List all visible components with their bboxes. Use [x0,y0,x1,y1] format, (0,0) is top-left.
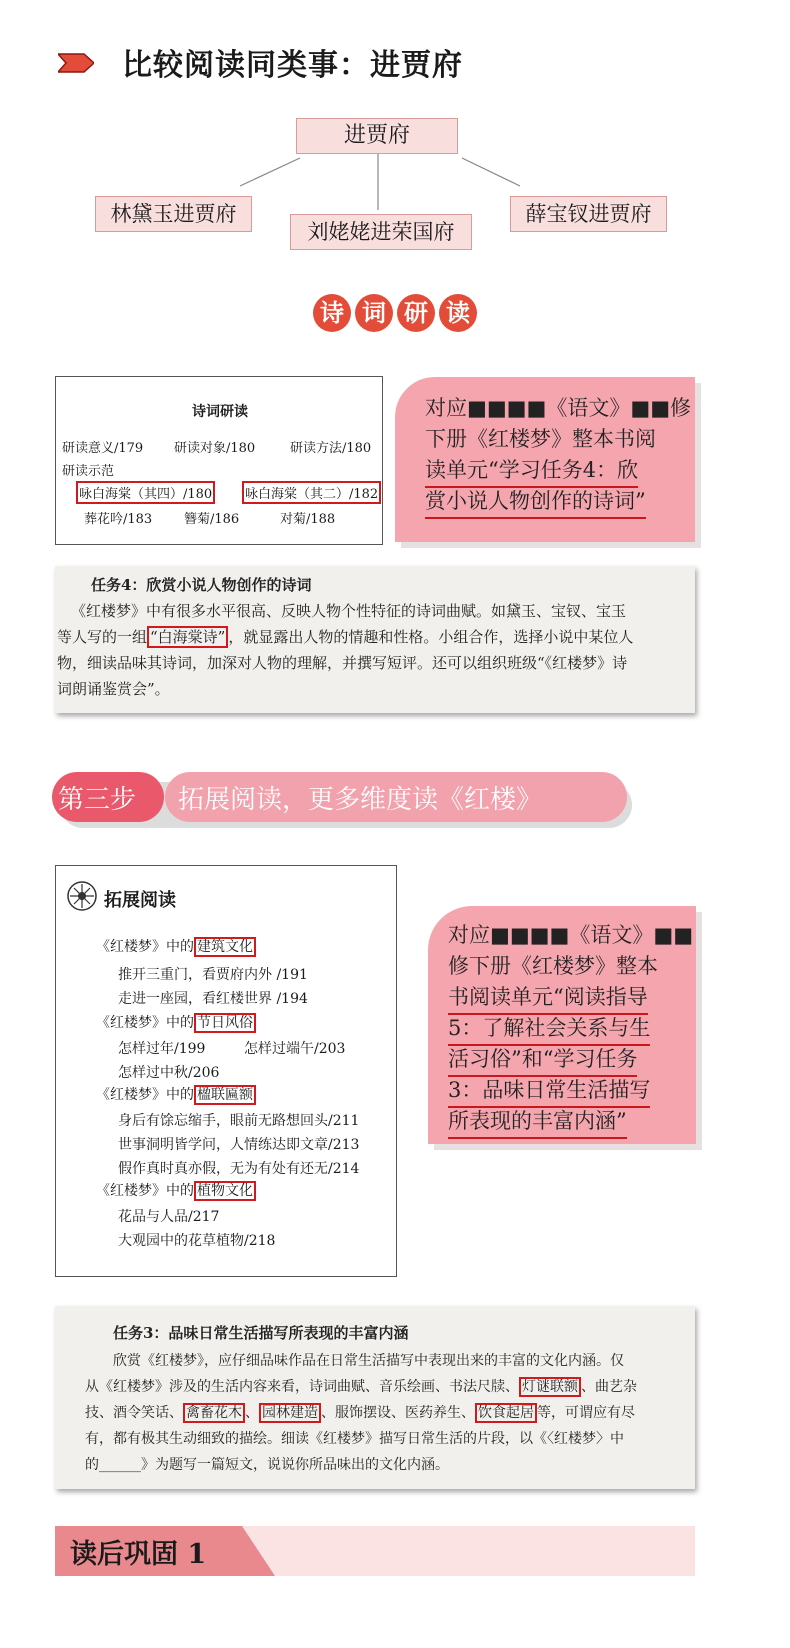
index-entry: 世事洞明皆学问，人情练达即文章/213 [118,1137,360,1153]
group-topic-highlighted: 建筑文化 [194,937,256,957]
group-topic-highlighted: 节日风俗 [194,1013,256,1033]
scan-heading: 任务3：品味日常生活描写所表现的丰富内涵 [113,1324,409,1342]
callout-textbook-note [395,377,695,542]
index-entry: 研读对象/180 [174,441,256,456]
textbook-scan-task3 [55,1306,695,1489]
scan-highlight: 园林建造 [259,1403,321,1423]
scan-text: 技、酒令笑话、 [85,1405,183,1421]
book-index-extended-reading [55,865,397,1277]
callout-line: 5：了解社会关系与生 [448,1013,650,1046]
index-entry: 大观园中的花草植物/218 [118,1233,276,1249]
group-prefix: 《红楼梦》中的 [96,1183,194,1199]
scan-highlight: 灯谜联额 [519,1377,581,1397]
scan-text: 、服饰摆设、医药养生、 [321,1405,475,1421]
scan-line: 欣赏《红楼梦》，应仔细品味作品在日常生活描写中表现出来的丰富的文化内涵。仅 [113,1353,624,1369]
index-entry: 身后有馀忘缩手，眼前无路想回头/211 [118,1113,360,1129]
scan-heading: 任务4：欣赏小说人物创作的诗词 [91,576,312,594]
callout-line: 3：品味日常生活描写 [448,1075,650,1108]
group-topic-highlighted: 植物文化 [194,1181,256,1201]
index-title: 拓展阅读 [104,890,176,911]
group-prefix: 《红楼梦》中的 [96,1087,194,1103]
scan-highlight: “白海棠诗” [147,626,228,648]
group-prefix: 《红楼梦》中的 [96,1015,194,1031]
callout-line: 赏小说人物创作的诗词” [425,486,646,519]
index-entry: 假作真时真亦假，无为有处有还无/214 [118,1161,360,1177]
index-entry: 推开三重门，看贾府内外 /191 [118,967,308,983]
scan-line: 有，都有极其生动细致的描绘。细读《红楼梦》描写日常生活的片段，以《〈红楼梦〉中 [85,1431,624,1447]
step-title: 拓展阅读，更多维度读《红楼》 [178,785,543,815]
section-title: 比较阅读同类事：进贾府 [122,48,463,83]
scan-line: 《红楼梦》中有很多水平很高、反映人物个性特征的诗词曲赋。如黛玉、宝钗、宝玉 [71,602,627,620]
index-title: 诗词研读 [192,404,248,420]
badge-char: 研 [397,294,435,332]
poetry-study-badges [313,294,477,334]
index-entry: 簪菊/186 [184,512,240,527]
index-group-heading [96,1084,256,1104]
scan-text: 、曲艺杂 [581,1379,637,1395]
index-entry-highlighted: 咏白海棠（其二）/182 [242,481,381,504]
callout-line: 书阅读单元“阅读指导 [448,982,648,1015]
scan-highlight: 饮食起居 [475,1403,537,1423]
callout-line: 下册《红楼梦》整本书阅 [425,427,656,451]
badge-char: 诗 [313,294,351,332]
scan-line: 物，细读品味其诗词，加深对人物的理解，并撰写短评。还可以组织班级“《红楼梦》诗 [57,654,628,672]
scan-text: ，就显露出人物的情趣和性格。小组合作，选择小说中某位人 [228,628,634,646]
scan-line [85,1374,637,1401]
callout-line: 对应■■■■《语文》■■修 [425,396,692,420]
scan-text: 、 [245,1405,259,1421]
tree-node-lindaiyu: 林黛玉进贾府 [95,196,252,232]
scan-text: 等人写的一组 [57,628,148,646]
badge-char: 读 [439,294,477,332]
index-entry: 研读意义/179 [62,441,144,456]
index-entry: 怎样过中秋/206 [118,1065,220,1081]
scan-text: 从《红楼梦》涉及的生活内容来看，诗词曲赋、音乐绘画、书法尺牍、 [85,1379,519,1395]
index-entry: 走进一座园，看红楼世界 /194 [118,991,308,1007]
index-entry: 对菊/188 [280,512,336,527]
index-group-heading [96,936,256,956]
review-section-title: 读后巩固 1 [70,1539,207,1570]
index-entry-highlighted: 咏白海棠（其四）/180 [76,481,215,504]
index-entry: 花品与人品/217 [118,1209,220,1225]
group-prefix: 《红楼梦》中的 [96,939,194,955]
index-subheading: 研读示范 [62,464,115,479]
tree-node-liulaolao: 刘姥姥进荣国府 [290,214,472,250]
scan-line [57,624,633,651]
tree-node-xuebaochai: 薛宝钗进贾府 [510,196,667,232]
group-topic-highlighted: 楹联匾额 [194,1085,256,1105]
index-entry: 研读方法/180 [290,441,372,456]
index-entry: 怎样过年/199 [118,1041,206,1057]
callout-line: 读单元“学习任务4：欣 [425,455,638,488]
callout-line: 所表现的丰富内涵” [448,1106,627,1139]
scan-line [85,1400,635,1427]
scan-line: 词朗诵鉴赏会”。 [57,680,170,698]
textbook-scan-task4 [55,566,695,713]
index-entry: 怎样过端午/203 [244,1041,346,1057]
index-group-heading [96,1180,256,1200]
badge-char: 词 [355,294,393,332]
tree-root-node: 进贾府 [296,118,458,154]
book-index-poetry [55,376,383,545]
callout-line: 修下册《红楼梦》整本 [448,954,658,978]
flower-emblem-icon [66,880,98,912]
index-entry: 葬花吟/183 [84,512,153,527]
scan-text: 等，可谓应有尽 [537,1405,635,1421]
scan-line: 的______》为题写一篇短文，说说你所品味出的文化内涵。 [85,1457,449,1473]
callout-line: 对应■■■■《语文》■■ [448,923,694,947]
index-group-heading [96,1012,256,1032]
callout-textbook-note [428,906,696,1144]
callout-line: 活习俗”和“学习任务 [448,1044,637,1077]
scan-highlight: 禽畜花木 [183,1403,245,1423]
step-label: 第三步 [58,785,137,815]
